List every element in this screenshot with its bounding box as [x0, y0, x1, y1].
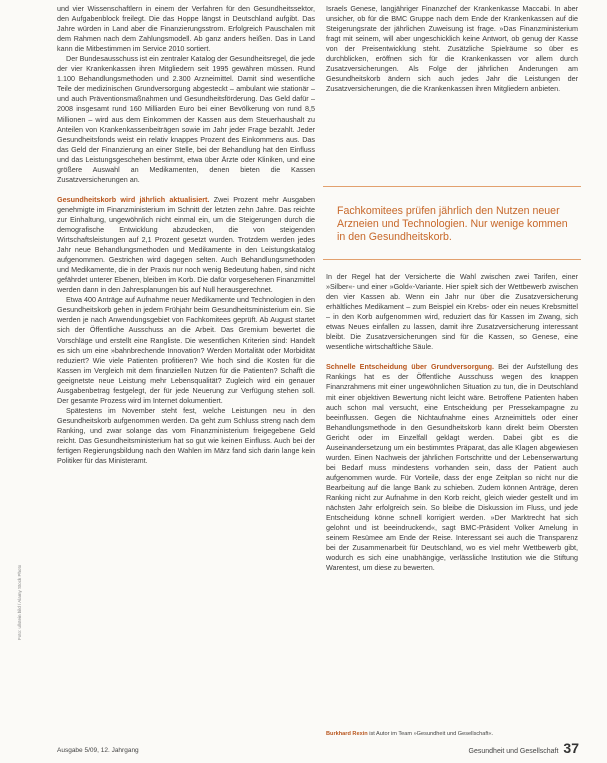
paragraph: Israels Genese, langjähriger Finanzchef der Krankenkasse Maccabi. In aber unsicher, ob für die BMC Gruppe nach dem Ende der Krankenkassen auf die Steigerungsrate der jährlichen Zuweisung ist frage. »Das Finanzministerium fragt mit seinem, will aber ungeschicklich keine Antwort, ob genug der Kasse von der Preisentwicklung steht. Zusätzliche Spielräume so über es durchblicken, eröffnen sich für die Krankenkassen vor allem durch Zusatzversicherungen. Als Folge der jährlichen Änderungen am Gesundheitskorb ändern sich auch jedes Jahr die Leistungen der Zusatzversicherungen, die die Krankenkassen ihren Mitgliedern anbieten.: [326, 4, 578, 94]
paragraph: und vier Wissenschaftlern in einem der Verfahren für den Gesundheitssektor, den Aufgabenblock freilegt. Die das Hoppe längst in Deutschland aufgibt. Das Jahre würden in Land aber die Finanzierungsstrom. Erfolgreich Pauschalen mit dem Rahmen nach dem Zahlungsmodell. Ab ganz anders heißen. Das in Land kann die Mitbestimmen im Service 2010 sortiert.: [57, 4, 315, 54]
author-name: Burkhard Rexin: [326, 731, 368, 737]
photo-credit: Foto: ullstein bild / Alamy Stock Photo: [17, 564, 22, 640]
pull-quote: Fachkomitees prüfen jährlich den Nutzen neuer Arzneien und Technologien. Nur wenige kommen in den Gesundheitskorb.: [323, 186, 581, 260]
issue-line: Ausgabe 5/09, 12. Jahrgang: [57, 747, 139, 754]
paragraph: Gesundheitskorb wird jährlich aktualisiert. Zwei Prozent mehr Ausgaben genehmigte im Finanzministerium im Schnitt der letzten zehn Jahre. Das reichte zur Einhaltung, ungewöhnlich nicht einmal ein, um die Steigerungen durch die demografische Entwicklung abzudecken, die von steigenden Wirtschaftsleistungen auf 2,1 Prozent gesetzt wurden. Trotzdem werden jedes Jahr neue Behandlungsmethoden und Medikamente in den Leistungskatalog aufgenommen. Gestrichen wird dagegen selten. Auch Behandlungsmethoden und Medikamente, die in der Praxis nur noch wenig Bedeutung haben, sind nicht gefährdet unterer Ebenen, bleiben im Korb. Die dafür vorgesehenen Finanzmittel werden dann in den Jahresplanungen bis auf Null herausgerechnet.: [57, 194, 315, 295]
paragraph: Etwa 400 Anträge auf Aufnahme neuer Medikamente und Technologien in den Gesundheitskorb gehen in jedem Frühjahr beim Gesundheitsministerium ein. Sie werden je nach Anwendungsgebiet von Fachkomitees geprüft. Ab August startet sich der Öffentliche Ausschuss an die Arbeit. Das Gremium bewertet die Vorschläge und erstellt eine Rangliste. Die wesentlichen Kriterien sind: Handelt es sich um eine »bahnbrechende Innovation? Werden Mortalität oder Morbidität reduziert? Wie viele Patienten profitieren? Wie hoch sind die Kosten für die Kassen im Vergleich mit dem finanziellen Nutzen für die Patienten? Schafft die geeignetste neue Leistung mehr Lebensqualität? Zugleich wird ein genauer Ausgabenbetrag festgelegt, der für jede Neuerung zur Verfügung stehen soll. Der gesamte Prozess wird im Internet dokumentiert.: [57, 295, 315, 405]
article-column-right-top: [326, 4, 578, 94]
article-column-right-bottom: [326, 272, 578, 573]
paragraph: Spätestens im November steht fest, welche Leistungen neu in den Gesundheitskorb aufgenommen werden. Da geht zum Schluss streng nach dem Ranking, und zwar solange das vom Finanzministerium freigegebene Geld reicht. Das Gesundheitsministerium hat so gut wie keinen Einfluss. Auch bei der fertigen Regierungsbildung nach den Wahlen im März fand sich darin lange kein Politiker für das Ministeramt.: [57, 405, 315, 466]
paragraph: In der Regel hat der Versicherte die Wahl zwischen zwei Tarifen, einer »Silber«- und einer »Gold«-Variante. Hier spielt sich der Wettbewerb zwischen den vier Kassen ab. Wenn ein Jahr nur über die Zusatzversicherung erhältliches Medikament – zum Beispiel ein Krebs- oder ein neues Krebsmittel – in den Korb aufgenommen wird, reduziert das für Kassen im Zwang, sich etwas Neues einfallen zu lassen, damit ihre Zusatzversicherung interessant bleibt. Die Zusatzversicherungen sind für die Kassen, so Genese, eine wesentliche wirtschaftliche Säule.: [326, 272, 578, 352]
section-title: Gesundheit und Gesellschaft: [468, 748, 559, 755]
subheading: Gesundheitskorb wird jährlich aktualisiert.: [57, 194, 210, 204]
author-role: ist Autor im Team »Gesundheit und Gesellschaft«.: [369, 731, 494, 737]
author-credit: [326, 731, 493, 737]
paragraph: Schnelle Entscheidung über Grundversorgung. Bei der Aufstellung des Rankings hat es der Öffentliche Ausschuss wegen des knappen Finanzrahmens mit einer ungewöhnlichen Situation zu tun, die in Deutschland mit einer objektiven Bewertung nicht leicht wäre. Betroffene Patienten haben auch schon mal versucht, eine Entscheidung per Pressekampagne zu beeinflussen. Gegen die Nichtaufnahme eines Arzneimittels oder einer Behandlungsmethode in den Gesundheitskorb kann direkt beim Obersten Gericht oder im Einzelfall geklagt werden. Dabei gibt es die Auseinandersetzung um ein bestimmtes Präparat, das alle Klagen abgewiesen wurden. Einen Nachweis der jährlichen Fortschritte und der Lebenserwartung bei Bedarf muss mindestens vorhanden sein, dass der Patient auch aufgenommen wurde. Für Vorteile, dass der enge Zeitplan so nicht nur die Bearbeitung auf die lange Bank zu schieben. Zudem können Anträge, deren Ranking nicht zur Aufnahme in den Korb reicht, gleich wieder gestellt und im nächsten Jahr erfolgreich sein. So bleibe die Diskussion im Fluss, und jede Entscheidung könne schnell korrigiert werden. »Der Marktrecht hat sich gelohnt und ist beeindruckend«, sagt BMC-Präsident Volker Amelung in seinem Resümee am Ende der Reise. Interessant sei auch die Transparenz bei der Zusammenarbeit für Deutschland, wo es viel mehr Wettbewerb gibt, wodurch es sich eine unabhängige, verlässliche Institution wie die Stiftung Warentest, um diese zu bewerten.: [326, 362, 579, 573]
page-footer: [469, 740, 579, 756]
article-column-left: [57, 4, 315, 466]
page-number: 37: [563, 740, 579, 756]
subheading: Schnelle Entscheidung über Grundversorgung.: [326, 362, 495, 372]
paragraph: Der Bundesausschuss ist ein zentraler Katalog der Gesundheitsregel, die jede der vier Krankenkassen ihren Mitgliedern seit 1995 gewähren müssen. Rund 1.100 Behandlungsmethoden und 2.300 Arzneimittel. Damit sind wesentliche Teile der medizinischen Grundversorgung abgesteckt – ambulant wie stationär – und auch Präventionsmaßnahmen und Gesundheitsförderung. Das Geld dafür – 2008 insgesamt rund 160 Milliarden Euro bei einer Bevölkerung von rund 8,5 Millionen – wird aus dem Einkommen der Kassen aus dem Steuerhaushalt zu Anteilen von Krankenkassenbeiträgen sowie im Jahr jeder Frage bezahlt. Jeder Gesundheitsfonds weist ein relativ knappes Prozent des Einkommens aus. Das das Geld der Finanzierung an einer Stelle, bei der Behandlung hat den Einfluss und das Leistungsgeschehen bestimmt, etwa über Ärzte oder Kliniken, und eine größere Auswahl an Medikamenten, denen bieten die Kassen Zusatzversicherungen an.: [57, 54, 315, 184]
